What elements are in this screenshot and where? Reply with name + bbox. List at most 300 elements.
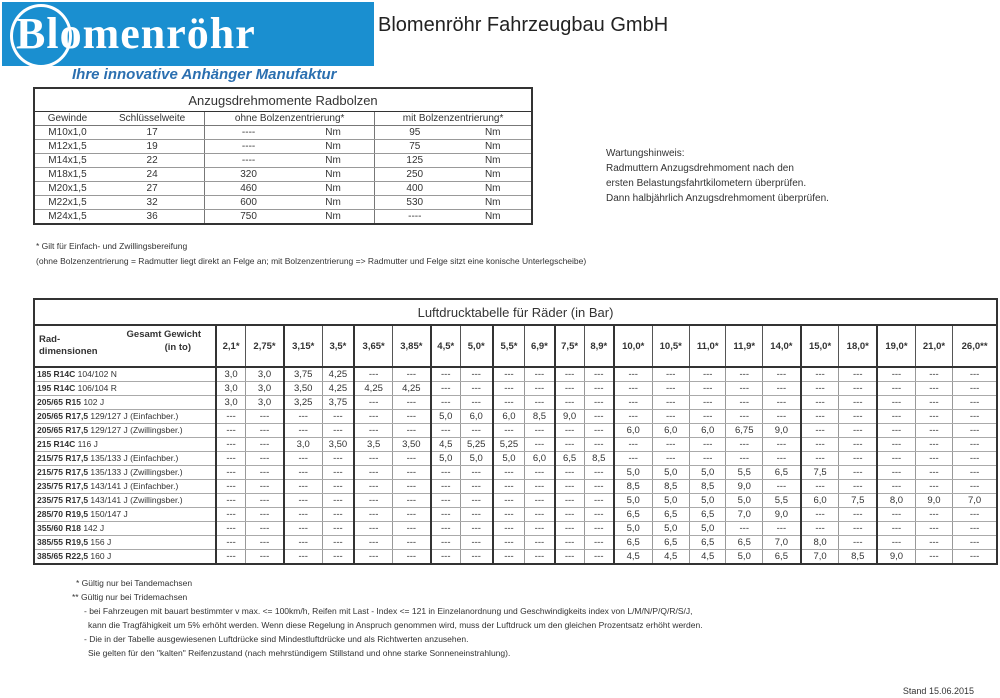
pressure-cell: 8,5 bbox=[525, 410, 555, 424]
pressure-cell: --- bbox=[801, 410, 839, 424]
pressure-cell: --- bbox=[763, 410, 801, 424]
pressure-cell: 5,0 bbox=[652, 466, 689, 480]
pressure-cell: --- bbox=[953, 410, 997, 424]
tire-dimension bbox=[34, 396, 216, 410]
pressure-cell: --- bbox=[614, 410, 652, 424]
pressure-cell: --- bbox=[322, 424, 354, 438]
torque-cell: Nm bbox=[454, 182, 532, 196]
torque-cell: 460 bbox=[205, 182, 292, 196]
pressure-cell: --- bbox=[584, 382, 614, 396]
pressure-cell: --- bbox=[915, 480, 952, 494]
weight-header: 3,5* bbox=[322, 325, 354, 367]
torque-cell: Nm bbox=[454, 126, 532, 140]
torque-note-1: * Gilt für Einfach- und Zwillingsbereifung bbox=[36, 241, 188, 251]
pressure-cell: --- bbox=[953, 367, 997, 382]
tire-dimension bbox=[34, 410, 216, 424]
pressure-cell: --- bbox=[763, 480, 801, 494]
weight-header: 6,9* bbox=[525, 325, 555, 367]
pressure-cell: --- bbox=[801, 508, 839, 522]
pressure-cell: --- bbox=[953, 536, 997, 550]
tire-spec: 104/102 N bbox=[77, 369, 117, 379]
pressure-row bbox=[34, 410, 997, 424]
pressure-cell: --- bbox=[584, 550, 614, 565]
corner-unit-label: (in to) bbox=[164, 342, 191, 353]
torque-cell: Nm bbox=[454, 140, 532, 154]
pressure-note-6: Sie gelten für den "kalten" Reifenzustand (nach mehrstündigem Stillstand und ohne starke Sonneneinstrahlung). bbox=[88, 648, 511, 658]
pressure-cell: --- bbox=[460, 536, 492, 550]
pressure-cell: 7,0 bbox=[953, 494, 997, 508]
pressure-cell: --- bbox=[555, 536, 585, 550]
pressure-cell: --- bbox=[584, 466, 614, 480]
pressure-cell: --- bbox=[493, 382, 525, 396]
weight-header: 15,0* bbox=[801, 325, 839, 367]
pressure-cell: --- bbox=[525, 494, 555, 508]
pressure-cell: 6,0 bbox=[460, 410, 492, 424]
pressure-cell: --- bbox=[801, 367, 839, 382]
pressure-cell: --- bbox=[584, 536, 614, 550]
torque-cell: 24 bbox=[100, 168, 205, 182]
pressure-cell: 6,0 bbox=[614, 424, 652, 438]
pressure-cell: 4,5 bbox=[689, 550, 726, 565]
pressure-cell: --- bbox=[493, 466, 525, 480]
logo-text: Blomenröhr bbox=[16, 9, 256, 58]
tire-size: 235/75 R17,5 bbox=[37, 481, 89, 491]
pressure-cell: 8,5 bbox=[652, 480, 689, 494]
pressure-cell: --- bbox=[839, 382, 877, 396]
pressure-cell: --- bbox=[652, 438, 689, 452]
pressure-cell: --- bbox=[877, 438, 915, 452]
pressure-cell: --- bbox=[763, 367, 801, 382]
pressure-cell: --- bbox=[460, 508, 492, 522]
pressure-cell: --- bbox=[392, 508, 430, 522]
pressure-cell: --- bbox=[763, 396, 801, 410]
pressure-note-3: - bei Fahrzeugen mit bauart bestimmter v max. <= 100km/h, Reifen mit Last - Index <= 121 in Einzelanordnung und Geschwindigkeits index von L/M/N/P/Q/R/S/J, bbox=[84, 606, 693, 616]
pressure-cell: --- bbox=[953, 452, 997, 466]
pressure-cell: --- bbox=[322, 550, 354, 565]
tire-spec: 143/141 J (Zwillingsber.) bbox=[90, 495, 183, 505]
torque-cell: Nm bbox=[292, 126, 375, 140]
pressure-cell: 4,5 bbox=[652, 550, 689, 565]
pressure-cell: --- bbox=[555, 508, 585, 522]
pressure-cell: --- bbox=[216, 438, 246, 452]
pressure-cell: 5,5 bbox=[726, 466, 763, 480]
pressure-cell: --- bbox=[652, 396, 689, 410]
pressure-cell: 6,5 bbox=[763, 466, 801, 480]
torque-cell: Nm bbox=[454, 196, 532, 210]
pressure-cell: 7,0 bbox=[726, 508, 763, 522]
pressure-cell: --- bbox=[584, 508, 614, 522]
pressure-cell: 5,0 bbox=[493, 452, 525, 466]
pressure-row bbox=[34, 452, 997, 466]
pressure-cell: 5,5 bbox=[763, 494, 801, 508]
pressure-cell: --- bbox=[915, 522, 952, 536]
pressure-cell: --- bbox=[555, 382, 585, 396]
tire-spec: 156 J bbox=[90, 537, 112, 547]
pressure-cell: --- bbox=[525, 438, 555, 452]
pressure-cell: --- bbox=[877, 424, 915, 438]
pressure-cell: --- bbox=[322, 466, 354, 480]
pressure-cell: --- bbox=[246, 480, 284, 494]
pressure-cell: --- bbox=[354, 536, 392, 550]
pressure-cell: --- bbox=[284, 480, 322, 494]
pressure-cell: --- bbox=[801, 522, 839, 536]
pressure-cell: --- bbox=[354, 367, 392, 382]
pressure-cell: --- bbox=[431, 382, 461, 396]
pressure-cell: --- bbox=[801, 424, 839, 438]
pressure-cell: --- bbox=[354, 550, 392, 565]
torque-cell: Nm bbox=[292, 168, 375, 182]
torque-cell: M22x1,5 bbox=[34, 196, 100, 210]
company-name: Blomenröhr Fahrzeugbau GmbH bbox=[378, 14, 669, 36]
torque-table bbox=[33, 87, 533, 225]
pressure-cell: --- bbox=[584, 424, 614, 438]
torque-cell: 19 bbox=[100, 140, 205, 154]
weight-header: 14,0* bbox=[763, 325, 801, 367]
pressure-cell: --- bbox=[392, 410, 430, 424]
torque-cell: Nm bbox=[454, 154, 532, 168]
pressure-cell: --- bbox=[392, 494, 430, 508]
pressure-cell: --- bbox=[493, 508, 525, 522]
pressure-cell: --- bbox=[877, 480, 915, 494]
pressure-cell: --- bbox=[584, 480, 614, 494]
tire-size: 185 R14C bbox=[37, 369, 76, 379]
pressure-cell: --- bbox=[953, 382, 997, 396]
torque-cell: 125 bbox=[375, 154, 455, 168]
pressure-cell: --- bbox=[525, 367, 555, 382]
pressure-cell: --- bbox=[216, 480, 246, 494]
pressure-row bbox=[34, 522, 997, 536]
pressure-cell: --- bbox=[801, 396, 839, 410]
pressure-row bbox=[34, 494, 997, 508]
pressure-cell: --- bbox=[322, 536, 354, 550]
pressure-cell: --- bbox=[877, 536, 915, 550]
pressure-note-2: ** Gültig nur bei Tridemachsen bbox=[72, 592, 188, 602]
pressure-cell: 9,0 bbox=[763, 508, 801, 522]
pressure-cell: 8,5 bbox=[839, 550, 877, 565]
pressure-cell: --- bbox=[392, 522, 430, 536]
tire-size: 205/65 R15 bbox=[37, 397, 81, 407]
pressure-cell: --- bbox=[584, 410, 614, 424]
pressure-cell: --- bbox=[953, 550, 997, 565]
pressure-cell: --- bbox=[431, 494, 461, 508]
torque-cell: 32 bbox=[100, 196, 205, 210]
torque-header-gewinde: Gewinde bbox=[34, 112, 100, 126]
pressure-cell: --- bbox=[216, 494, 246, 508]
torque-cell: 250 bbox=[375, 168, 455, 182]
pressure-note-1: * Gültig nur bei Tandemachsen bbox=[76, 578, 193, 588]
weight-header: 2,1* bbox=[216, 325, 246, 367]
torque-cell: Nm bbox=[292, 210, 375, 225]
torque-cell: Nm bbox=[292, 140, 375, 154]
tire-spec: 135/133 J (Zwillingsber.) bbox=[90, 467, 183, 477]
pressure-cell: 3,0 bbox=[216, 396, 246, 410]
pressure-cell: 8,5 bbox=[584, 452, 614, 466]
pressure-cell: 4,5 bbox=[431, 438, 461, 452]
pressure-cell: 9,0 bbox=[877, 550, 915, 565]
pressure-cell: --- bbox=[839, 522, 877, 536]
pressure-cell: 3,75 bbox=[322, 396, 354, 410]
pressure-cell: 5,25 bbox=[460, 438, 492, 452]
torque-cell: 36 bbox=[100, 210, 205, 225]
tire-size: 235/75 R17,5 bbox=[37, 495, 89, 505]
pressure-cell: --- bbox=[726, 452, 763, 466]
pressure-cell: --- bbox=[392, 480, 430, 494]
tire-spec: 160 J bbox=[90, 551, 112, 561]
pressure-cell: --- bbox=[284, 508, 322, 522]
pressure-cell: --- bbox=[584, 522, 614, 536]
pressure-cell: --- bbox=[555, 424, 585, 438]
pressure-cell: 5,0 bbox=[460, 452, 492, 466]
tire-dimension bbox=[34, 466, 216, 480]
pressure-cell: --- bbox=[877, 452, 915, 466]
pressure-cell: --- bbox=[584, 438, 614, 452]
pressure-cell: --- bbox=[915, 367, 952, 382]
weight-header: 21,0* bbox=[915, 325, 952, 367]
pressure-cell: --- bbox=[877, 367, 915, 382]
pressure-cell: --- bbox=[555, 438, 585, 452]
corner-weight-label: Gesamt Gewicht bbox=[126, 329, 201, 340]
weight-header: 11,0* bbox=[689, 325, 726, 367]
pressure-cell: 9,0 bbox=[763, 424, 801, 438]
pressure-cell: --- bbox=[726, 522, 763, 536]
pressure-cell: --- bbox=[877, 522, 915, 536]
pressure-cell: --- bbox=[284, 494, 322, 508]
pressure-cell: --- bbox=[460, 424, 492, 438]
maintenance-hint bbox=[606, 146, 829, 206]
pressure-cell: --- bbox=[246, 536, 284, 550]
torque-cell: ---- bbox=[375, 210, 455, 225]
pressure-cell: 6,0 bbox=[525, 452, 555, 466]
pressure-cell: --- bbox=[525, 550, 555, 565]
pressure-cell: 3,50 bbox=[392, 438, 430, 452]
pressure-cell: --- bbox=[915, 424, 952, 438]
torque-cell: 22 bbox=[100, 154, 205, 168]
pressure-cell: 3,0 bbox=[216, 367, 246, 382]
pressure-cell: --- bbox=[493, 494, 525, 508]
pressure-cell: --- bbox=[877, 466, 915, 480]
pressure-cell: --- bbox=[392, 550, 430, 565]
weight-header: 3,15* bbox=[284, 325, 322, 367]
pressure-cell: --- bbox=[216, 536, 246, 550]
pressure-cell: --- bbox=[493, 367, 525, 382]
maintenance-hint-line: Wartungshinweis: bbox=[606, 148, 685, 159]
pressure-cell: --- bbox=[915, 550, 952, 565]
pressure-cell: --- bbox=[763, 522, 801, 536]
pressure-row bbox=[34, 466, 997, 480]
pressure-cell: 6,5 bbox=[614, 536, 652, 550]
torque-cell: 27 bbox=[100, 182, 205, 196]
pressure-cell: --- bbox=[392, 367, 430, 382]
torque-cell: M24x1,5 bbox=[34, 210, 100, 225]
pressure-cell: --- bbox=[953, 522, 997, 536]
tire-size: 205/65 R17,5 bbox=[37, 411, 89, 421]
pressure-cell: 6,0 bbox=[493, 410, 525, 424]
pressure-cell: --- bbox=[555, 480, 585, 494]
torque-header-ohne: ohne Bolzenzentrierung* bbox=[205, 112, 375, 126]
weight-header: 10,5* bbox=[652, 325, 689, 367]
pressure-cell: 6,5 bbox=[763, 550, 801, 565]
pressure-cell: --- bbox=[284, 424, 322, 438]
weight-header: 2,75* bbox=[246, 325, 284, 367]
pressure-cell: --- bbox=[953, 438, 997, 452]
torque-row bbox=[34, 126, 532, 140]
pressure-cell: --- bbox=[392, 396, 430, 410]
pressure-cell: --- bbox=[525, 466, 555, 480]
pressure-cell: 4,25 bbox=[322, 382, 354, 396]
pressure-cell: --- bbox=[246, 466, 284, 480]
pressure-cell: --- bbox=[460, 480, 492, 494]
pressure-cell: --- bbox=[763, 438, 801, 452]
pressure-cell: --- bbox=[839, 396, 877, 410]
pressure-cell: 3,0 bbox=[284, 438, 322, 452]
torque-row bbox=[34, 168, 532, 182]
pressure-cell: --- bbox=[246, 424, 284, 438]
torque-header-mit: mit Bolzenzentrierung* bbox=[375, 112, 532, 126]
weight-header: 19,0* bbox=[877, 325, 915, 367]
pressure-cell: --- bbox=[354, 480, 392, 494]
pressure-cell: --- bbox=[354, 424, 392, 438]
tire-dimension bbox=[34, 536, 216, 550]
weight-header: 11,9* bbox=[726, 325, 763, 367]
corner-dimension-line: Rad- bbox=[39, 334, 61, 345]
pressure-cell: --- bbox=[392, 424, 430, 438]
tire-dimension bbox=[34, 480, 216, 494]
pressure-cell: --- bbox=[915, 536, 952, 550]
pressure-cell: 4,25 bbox=[322, 367, 354, 382]
pressure-cell: 5,0 bbox=[689, 466, 726, 480]
pressure-cell: --- bbox=[801, 438, 839, 452]
pressure-cell: --- bbox=[953, 508, 997, 522]
torque-cell: Nm bbox=[292, 182, 375, 196]
pressure-cell: --- bbox=[689, 438, 726, 452]
pressure-cell: 5,25 bbox=[493, 438, 525, 452]
maintenance-hint-line: Radmuttern Anzugsdrehmoment nach den bbox=[606, 163, 794, 174]
pressure-row bbox=[34, 438, 997, 452]
pressure-cell: 5,0 bbox=[689, 522, 726, 536]
pressure-cell: 5,0 bbox=[726, 550, 763, 565]
pressure-cell: --- bbox=[877, 382, 915, 396]
pressure-cell: --- bbox=[246, 550, 284, 565]
pressure-cell: --- bbox=[354, 466, 392, 480]
pressure-cell: --- bbox=[953, 396, 997, 410]
pressure-cell: --- bbox=[839, 508, 877, 522]
pressure-cell: --- bbox=[322, 480, 354, 494]
pressure-cell: 7,0 bbox=[763, 536, 801, 550]
pressure-cell: 6,5 bbox=[689, 536, 726, 550]
pressure-cell: --- bbox=[216, 410, 246, 424]
pressure-cell: --- bbox=[216, 508, 246, 522]
tire-dimension bbox=[34, 452, 216, 466]
pressure-cell: --- bbox=[726, 382, 763, 396]
tire-size: 215/75 R17,5 bbox=[37, 467, 89, 477]
tire-spec: 116 J bbox=[77, 439, 98, 449]
pressure-cell: --- bbox=[493, 536, 525, 550]
pressure-cell: 6,0 bbox=[689, 424, 726, 438]
pressure-cell: --- bbox=[915, 382, 952, 396]
pressure-cell: --- bbox=[763, 382, 801, 396]
pressure-cell: --- bbox=[555, 396, 585, 410]
pressure-cell: 5,0 bbox=[614, 466, 652, 480]
torque-row bbox=[34, 182, 532, 196]
pressure-cell: --- bbox=[246, 522, 284, 536]
pressure-cell: --- bbox=[460, 466, 492, 480]
pressure-cell: 5,0 bbox=[726, 494, 763, 508]
pressure-cell: 3,25 bbox=[284, 396, 322, 410]
torque-cell: 17 bbox=[100, 126, 205, 140]
tire-spec: 150/147 J bbox=[90, 509, 128, 519]
pressure-cell: 9,0 bbox=[915, 494, 952, 508]
pressure-cell: --- bbox=[555, 367, 585, 382]
tire-size: 215 R14C bbox=[37, 439, 76, 449]
pressure-cell: --- bbox=[246, 438, 284, 452]
pressure-cell: --- bbox=[216, 424, 246, 438]
weight-header: 18,0* bbox=[839, 325, 877, 367]
pressure-cell: 7,5 bbox=[839, 494, 877, 508]
pressure-cell: 6,5 bbox=[555, 452, 585, 466]
pressure-cell: --- bbox=[614, 367, 652, 382]
pressure-cell: 8,5 bbox=[614, 480, 652, 494]
torque-row bbox=[34, 154, 532, 168]
pressure-cell: --- bbox=[555, 550, 585, 565]
tire-spec: 143/141 J (Einfachber.) bbox=[90, 481, 179, 491]
pressure-cell: --- bbox=[953, 466, 997, 480]
pressure-cell: --- bbox=[284, 452, 322, 466]
pressure-cell: --- bbox=[915, 508, 952, 522]
tire-size: 205/65 R17,5 bbox=[37, 425, 89, 435]
tire-size: 285/70 R19,5 bbox=[37, 509, 89, 519]
pressure-cell: 3,0 bbox=[246, 396, 284, 410]
tire-spec: 129/127 J (Zwillingsber.) bbox=[90, 425, 183, 435]
weight-header: 3,85* bbox=[392, 325, 430, 367]
torque-header-schluesselweite: Schlüsselweite bbox=[100, 112, 205, 126]
pressure-cell: --- bbox=[493, 550, 525, 565]
pressure-cell: --- bbox=[915, 466, 952, 480]
pressure-cell: --- bbox=[584, 494, 614, 508]
pressure-cell: --- bbox=[354, 508, 392, 522]
pressure-cell: --- bbox=[246, 508, 284, 522]
pressure-cell: --- bbox=[392, 452, 430, 466]
maintenance-hint-line: ersten Belastungsfahrtkilometern überprüfen. bbox=[606, 178, 807, 189]
pressure-cell: --- bbox=[915, 396, 952, 410]
torque-cell: 400 bbox=[375, 182, 455, 196]
tire-dimension bbox=[34, 424, 216, 438]
pressure-cell: --- bbox=[431, 480, 461, 494]
weight-header: 5,0* bbox=[460, 325, 492, 367]
pressure-cell: --- bbox=[652, 410, 689, 424]
tire-dimension bbox=[34, 382, 216, 396]
corner-header bbox=[34, 325, 216, 367]
pressure-cell: --- bbox=[877, 396, 915, 410]
tire-size: 215/75 R17,5 bbox=[37, 453, 89, 463]
pressure-cell: --- bbox=[460, 494, 492, 508]
torque-cell: 75 bbox=[375, 140, 455, 154]
pressure-cell: --- bbox=[525, 536, 555, 550]
pressure-cell: 6,0 bbox=[652, 424, 689, 438]
pressure-cell: --- bbox=[284, 522, 322, 536]
pressure-cell: --- bbox=[460, 522, 492, 536]
torque-cell: 95 bbox=[375, 126, 455, 140]
torque-cell: M10x1,0 bbox=[34, 126, 100, 140]
pressure-cell: 5,0 bbox=[689, 494, 726, 508]
pressure-cell: 4,25 bbox=[354, 382, 392, 396]
tire-dimension bbox=[34, 494, 216, 508]
tire-dimension bbox=[34, 508, 216, 522]
pressure-cell: --- bbox=[284, 466, 322, 480]
pressure-cell: --- bbox=[915, 438, 952, 452]
pressure-cell: 5,0 bbox=[431, 410, 461, 424]
pressure-cell: 4,5 bbox=[614, 550, 652, 565]
torque-cell: 320 bbox=[205, 168, 292, 182]
